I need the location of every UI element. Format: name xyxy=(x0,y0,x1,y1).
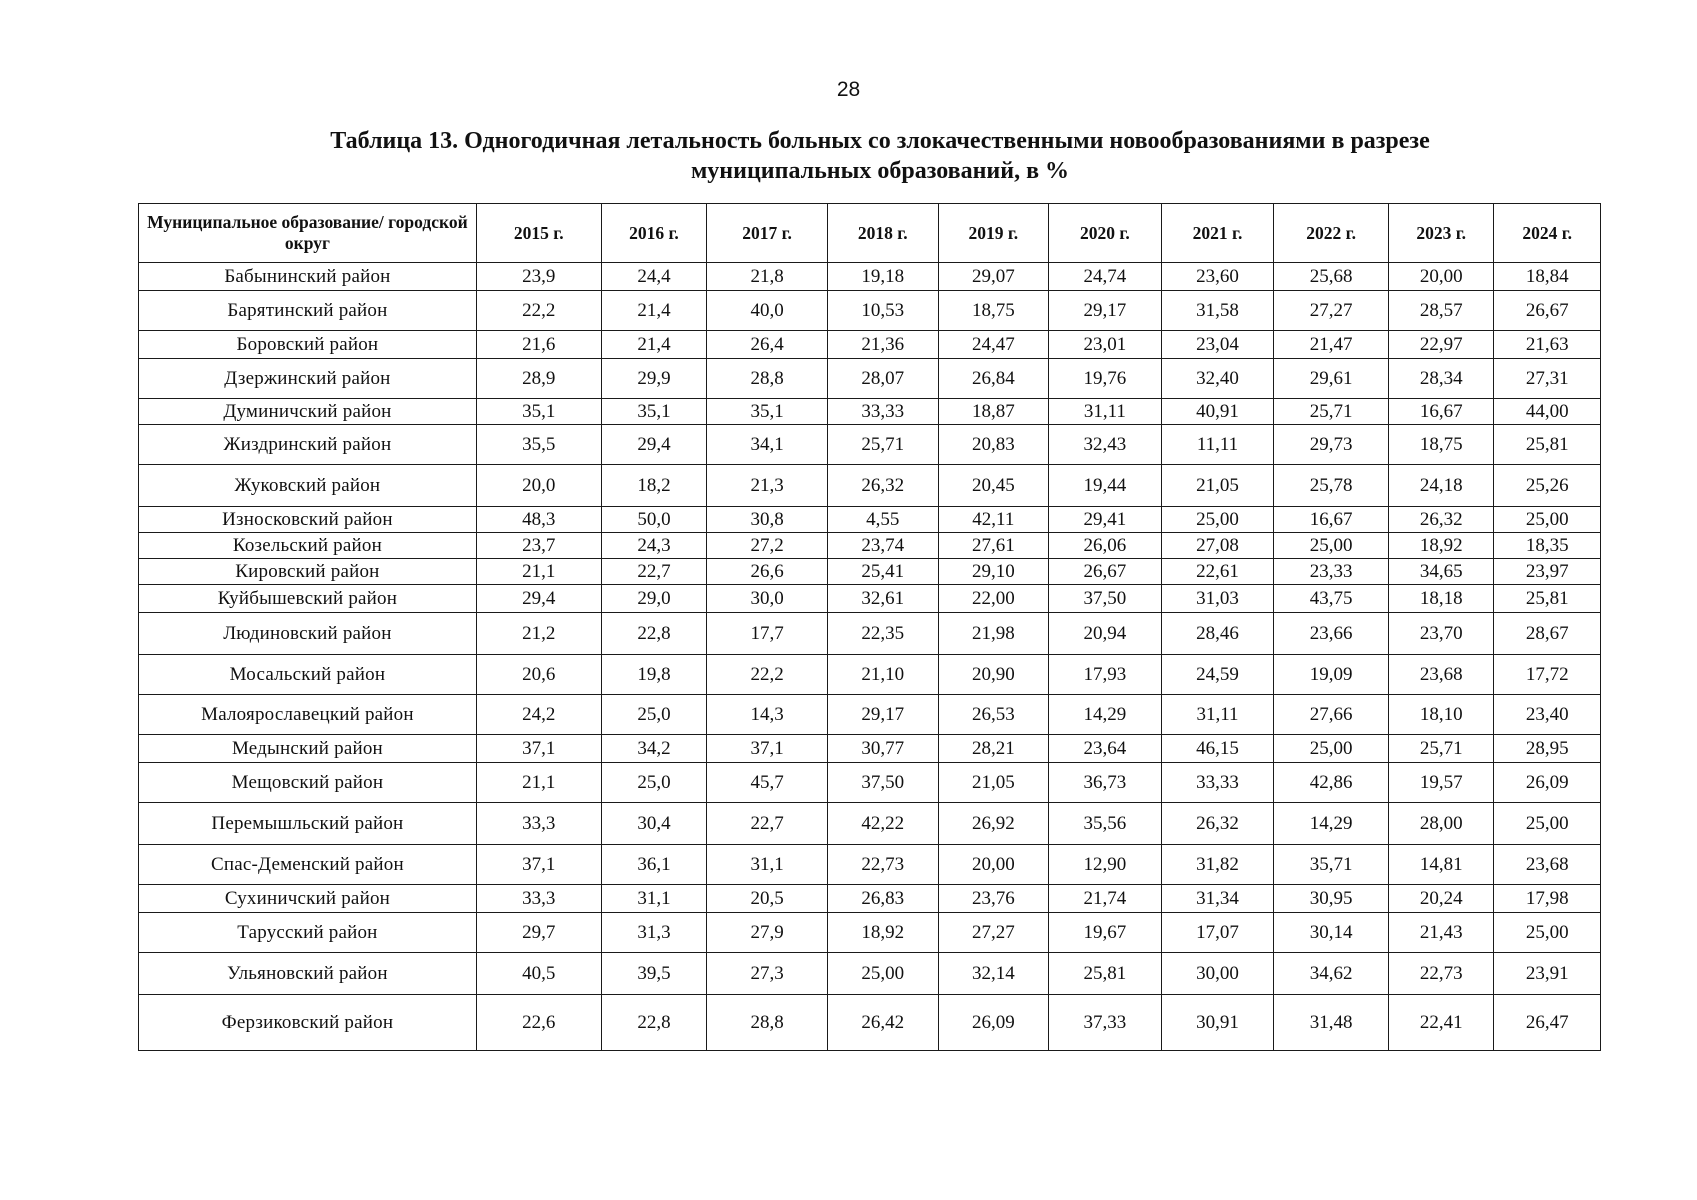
value-cell: 23,97 xyxy=(1494,559,1601,585)
value-cell: 20,00 xyxy=(1388,263,1493,291)
value-cell: 18,10 xyxy=(1388,695,1493,735)
municipality-name: Дзержинский район xyxy=(139,359,477,399)
table-header xyxy=(139,204,1601,263)
value-cell: 27,31 xyxy=(1494,359,1601,399)
value-cell: 29,17 xyxy=(1049,291,1162,331)
table-row xyxy=(139,507,1601,533)
value-cell: 32,14 xyxy=(938,953,1049,995)
value-cell: 33,3 xyxy=(476,885,601,913)
value-cell: 26,53 xyxy=(938,695,1049,735)
value-cell: 19,76 xyxy=(1049,359,1162,399)
value-cell: 20,94 xyxy=(1049,613,1162,655)
value-cell: 40,5 xyxy=(476,953,601,995)
value-cell: 21,74 xyxy=(1049,885,1162,913)
value-cell: 12,90 xyxy=(1049,845,1162,885)
value-cell: 29,73 xyxy=(1274,425,1389,465)
value-cell: 31,48 xyxy=(1274,995,1389,1051)
value-cell: 29,4 xyxy=(601,425,706,465)
value-cell: 31,58 xyxy=(1161,291,1274,331)
value-cell: 26,84 xyxy=(938,359,1049,399)
header-municipality: Муниципальное образование/ городской округ xyxy=(139,204,477,263)
value-cell: 24,3 xyxy=(601,533,706,559)
value-cell: 29,41 xyxy=(1049,507,1162,533)
municipality-name: Думиничский район xyxy=(139,399,477,425)
value-cell: 48,3 xyxy=(476,507,601,533)
municipality-name: Боровский район xyxy=(139,331,477,359)
value-cell: 30,8 xyxy=(707,507,828,533)
value-cell: 42,11 xyxy=(938,507,1049,533)
value-cell: 35,71 xyxy=(1274,845,1389,885)
value-cell: 26,09 xyxy=(938,995,1049,1051)
municipality-name: Куйбышевский район xyxy=(139,585,477,613)
table-body xyxy=(139,263,1601,1051)
value-cell: 24,59 xyxy=(1161,655,1274,695)
header-year: 2021 г. xyxy=(1161,204,1274,263)
value-cell: 25,81 xyxy=(1494,425,1601,465)
value-cell: 23,68 xyxy=(1388,655,1493,695)
value-cell: 29,07 xyxy=(938,263,1049,291)
value-cell: 29,10 xyxy=(938,559,1049,585)
value-cell: 22,97 xyxy=(1388,331,1493,359)
table-row xyxy=(139,845,1601,885)
value-cell: 25,68 xyxy=(1274,263,1389,291)
value-cell: 29,17 xyxy=(827,695,938,735)
municipality-name: Бабынинский район xyxy=(139,263,477,291)
value-cell: 34,65 xyxy=(1388,559,1493,585)
value-cell: 10,53 xyxy=(827,291,938,331)
value-cell: 16,67 xyxy=(1274,507,1389,533)
value-cell: 37,50 xyxy=(827,763,938,803)
value-cell: 27,27 xyxy=(938,913,1049,953)
table-title xyxy=(230,126,1530,186)
value-cell: 26,83 xyxy=(827,885,938,913)
value-cell: 31,3 xyxy=(601,913,706,953)
value-cell: 28,95 xyxy=(1494,735,1601,763)
value-cell: 32,61 xyxy=(827,585,938,613)
table-row xyxy=(139,613,1601,655)
value-cell: 25,78 xyxy=(1274,465,1389,507)
value-cell: 23,9 xyxy=(476,263,601,291)
value-cell: 42,22 xyxy=(827,803,938,845)
value-cell: 21,4 xyxy=(601,331,706,359)
value-cell: 18,35 xyxy=(1494,533,1601,559)
value-cell: 45,7 xyxy=(707,763,828,803)
value-cell: 22,7 xyxy=(601,559,706,585)
value-cell: 34,2 xyxy=(601,735,706,763)
municipality-name: Медынский район xyxy=(139,735,477,763)
value-cell: 20,24 xyxy=(1388,885,1493,913)
table-title-line-1: Таблица 13. Одногодичная летальность больных со злокачественными новообразованиями в разрезе xyxy=(330,128,1430,154)
value-cell: 20,5 xyxy=(707,885,828,913)
value-cell: 20,0 xyxy=(476,465,601,507)
value-cell: 21,6 xyxy=(476,331,601,359)
value-cell: 30,95 xyxy=(1274,885,1389,913)
header-year: 2016 г. xyxy=(601,204,706,263)
header-row xyxy=(139,204,1601,263)
municipality-name: Барятинский район xyxy=(139,291,477,331)
value-cell: 35,1 xyxy=(707,399,828,425)
value-cell: 22,00 xyxy=(938,585,1049,613)
value-cell: 21,98 xyxy=(938,613,1049,655)
value-cell: 26,67 xyxy=(1494,291,1601,331)
value-cell: 44,00 xyxy=(1494,399,1601,425)
value-cell: 25,41 xyxy=(827,559,938,585)
value-cell: 29,9 xyxy=(601,359,706,399)
value-cell: 33,33 xyxy=(1161,763,1274,803)
value-cell: 25,00 xyxy=(1161,507,1274,533)
value-cell: 34,1 xyxy=(707,425,828,465)
value-cell: 32,43 xyxy=(1049,425,1162,465)
value-cell: 23,33 xyxy=(1274,559,1389,585)
value-cell: 22,2 xyxy=(476,291,601,331)
value-cell: 22,8 xyxy=(601,995,706,1051)
value-cell: 39,5 xyxy=(601,953,706,995)
value-cell: 25,00 xyxy=(1274,533,1389,559)
value-cell: 21,3 xyxy=(707,465,828,507)
header-year: 2018 г. xyxy=(827,204,938,263)
lethality-table xyxy=(138,203,1601,1051)
value-cell: 28,9 xyxy=(476,359,601,399)
table-row xyxy=(139,263,1601,291)
value-cell: 24,47 xyxy=(938,331,1049,359)
value-cell: 20,45 xyxy=(938,465,1049,507)
header-year: 2017 г. xyxy=(707,204,828,263)
value-cell: 26,47 xyxy=(1494,995,1601,1051)
value-cell: 25,0 xyxy=(601,695,706,735)
value-cell: 21,63 xyxy=(1494,331,1601,359)
value-cell: 18,75 xyxy=(1388,425,1493,465)
value-cell: 20,00 xyxy=(938,845,1049,885)
value-cell: 27,3 xyxy=(707,953,828,995)
municipality-name: Малоярославецкий район xyxy=(139,695,477,735)
value-cell: 22,73 xyxy=(827,845,938,885)
value-cell: 25,00 xyxy=(1494,803,1601,845)
value-cell: 28,57 xyxy=(1388,291,1493,331)
value-cell: 37,33 xyxy=(1049,995,1162,1051)
municipality-name: Сухиничский район xyxy=(139,885,477,913)
value-cell: 19,18 xyxy=(827,263,938,291)
value-cell: 26,4 xyxy=(707,331,828,359)
value-cell: 11,11 xyxy=(1161,425,1274,465)
value-cell: 37,1 xyxy=(476,845,601,885)
municipality-name: Ульяновский район xyxy=(139,953,477,995)
table-row xyxy=(139,291,1601,331)
value-cell: 17,7 xyxy=(707,613,828,655)
value-cell: 14,3 xyxy=(707,695,828,735)
value-cell: 18,92 xyxy=(827,913,938,953)
table-row xyxy=(139,359,1601,399)
value-cell: 30,77 xyxy=(827,735,938,763)
value-cell: 31,1 xyxy=(601,885,706,913)
header-year: 2019 г. xyxy=(938,204,1049,263)
value-cell: 14,29 xyxy=(1049,695,1162,735)
value-cell: 28,07 xyxy=(827,359,938,399)
value-cell: 21,1 xyxy=(476,763,601,803)
header-year: 2024 г. xyxy=(1494,204,1601,263)
value-cell: 29,0 xyxy=(601,585,706,613)
value-cell: 26,06 xyxy=(1049,533,1162,559)
value-cell: 26,42 xyxy=(827,995,938,1051)
value-cell: 29,4 xyxy=(476,585,601,613)
value-cell: 25,81 xyxy=(1049,953,1162,995)
value-cell: 25,0 xyxy=(601,763,706,803)
value-cell: 34,62 xyxy=(1274,953,1389,995)
value-cell: 23,70 xyxy=(1388,613,1493,655)
value-cell: 22,35 xyxy=(827,613,938,655)
value-cell: 30,14 xyxy=(1274,913,1389,953)
value-cell: 25,00 xyxy=(827,953,938,995)
table-row xyxy=(139,331,1601,359)
value-cell: 35,56 xyxy=(1049,803,1162,845)
value-cell: 26,32 xyxy=(1388,507,1493,533)
table-row xyxy=(139,465,1601,507)
value-cell: 18,84 xyxy=(1494,263,1601,291)
value-cell: 33,33 xyxy=(827,399,938,425)
value-cell: 19,8 xyxy=(601,655,706,695)
value-cell: 22,8 xyxy=(601,613,706,655)
table-row xyxy=(139,885,1601,913)
table-row xyxy=(139,399,1601,425)
value-cell: 21,2 xyxy=(476,613,601,655)
value-cell: 27,66 xyxy=(1274,695,1389,735)
value-cell: 23,7 xyxy=(476,533,601,559)
value-cell: 22,6 xyxy=(476,995,601,1051)
value-cell: 18,18 xyxy=(1388,585,1493,613)
value-cell: 23,91 xyxy=(1494,953,1601,995)
value-cell: 35,5 xyxy=(476,425,601,465)
value-cell: 20,83 xyxy=(938,425,1049,465)
municipality-name: Козельский район xyxy=(139,533,477,559)
value-cell: 20,90 xyxy=(938,655,1049,695)
value-cell: 22,2 xyxy=(707,655,828,695)
value-cell: 24,74 xyxy=(1049,263,1162,291)
header-year: 2015 г. xyxy=(476,204,601,263)
table-row xyxy=(139,995,1601,1051)
value-cell: 31,03 xyxy=(1161,585,1274,613)
municipality-name: Перемышльский район xyxy=(139,803,477,845)
value-cell: 16,67 xyxy=(1388,399,1493,425)
value-cell: 25,00 xyxy=(1274,735,1389,763)
value-cell: 28,46 xyxy=(1161,613,1274,655)
value-cell: 30,4 xyxy=(601,803,706,845)
value-cell: 18,2 xyxy=(601,465,706,507)
table-row xyxy=(139,559,1601,585)
value-cell: 21,10 xyxy=(827,655,938,695)
municipality-name: Мосальский район xyxy=(139,655,477,695)
table-row xyxy=(139,953,1601,995)
value-cell: 22,61 xyxy=(1161,559,1274,585)
value-cell: 22,7 xyxy=(707,803,828,845)
value-cell: 32,40 xyxy=(1161,359,1274,399)
value-cell: 23,64 xyxy=(1049,735,1162,763)
municipality-name: Ферзиковский район xyxy=(139,995,477,1051)
value-cell: 21,05 xyxy=(1161,465,1274,507)
header-year: 2023 г. xyxy=(1388,204,1493,263)
value-cell: 43,75 xyxy=(1274,585,1389,613)
value-cell: 21,47 xyxy=(1274,331,1389,359)
value-cell: 36,1 xyxy=(601,845,706,885)
value-cell: 33,3 xyxy=(476,803,601,845)
value-cell: 14,81 xyxy=(1388,845,1493,885)
value-cell: 30,00 xyxy=(1161,953,1274,995)
table-row xyxy=(139,803,1601,845)
value-cell: 28,00 xyxy=(1388,803,1493,845)
value-cell: 23,01 xyxy=(1049,331,1162,359)
value-cell: 18,92 xyxy=(1388,533,1493,559)
value-cell: 21,43 xyxy=(1388,913,1493,953)
value-cell: 26,92 xyxy=(938,803,1049,845)
value-cell: 22,73 xyxy=(1388,953,1493,995)
value-cell: 35,1 xyxy=(476,399,601,425)
table-row xyxy=(139,913,1601,953)
value-cell: 23,66 xyxy=(1274,613,1389,655)
value-cell: 42,86 xyxy=(1274,763,1389,803)
value-cell: 17,72 xyxy=(1494,655,1601,695)
table-row xyxy=(139,695,1601,735)
table-row xyxy=(139,735,1601,763)
value-cell: 28,8 xyxy=(707,995,828,1051)
value-cell: 40,0 xyxy=(707,291,828,331)
value-cell: 26,09 xyxy=(1494,763,1601,803)
value-cell: 36,73 xyxy=(1049,763,1162,803)
table-row xyxy=(139,585,1601,613)
municipality-name: Жиздринский район xyxy=(139,425,477,465)
value-cell: 24,4 xyxy=(601,263,706,291)
municipality-name: Тарусский район xyxy=(139,913,477,953)
table-title-line-2: муниципальных образований, в % xyxy=(690,158,1070,184)
value-cell: 29,61 xyxy=(1274,359,1389,399)
value-cell: 28,8 xyxy=(707,359,828,399)
municipality-name: Мещовский район xyxy=(139,763,477,803)
value-cell: 25,26 xyxy=(1494,465,1601,507)
value-cell: 23,04 xyxy=(1161,331,1274,359)
value-cell: 22,41 xyxy=(1388,995,1493,1051)
municipality-name: Износковский район xyxy=(139,507,477,533)
value-cell: 26,32 xyxy=(1161,803,1274,845)
value-cell: 26,67 xyxy=(1049,559,1162,585)
value-cell: 50,0 xyxy=(601,507,706,533)
value-cell: 28,34 xyxy=(1388,359,1493,399)
value-cell: 27,9 xyxy=(707,913,828,953)
value-cell: 30,91 xyxy=(1161,995,1274,1051)
value-cell: 17,98 xyxy=(1494,885,1601,913)
value-cell: 30,0 xyxy=(707,585,828,613)
value-cell: 25,81 xyxy=(1494,585,1601,613)
header-year: 2022 г. xyxy=(1274,204,1389,263)
value-cell: 25,71 xyxy=(1388,735,1493,763)
value-cell: 37,1 xyxy=(707,735,828,763)
value-cell: 23,60 xyxy=(1161,263,1274,291)
value-cell: 21,05 xyxy=(938,763,1049,803)
value-cell: 31,1 xyxy=(707,845,828,885)
table-row xyxy=(139,425,1601,465)
table-row xyxy=(139,533,1601,559)
value-cell: 31,82 xyxy=(1161,845,1274,885)
value-cell: 27,61 xyxy=(938,533,1049,559)
value-cell: 37,1 xyxy=(476,735,601,763)
page-number: 28 xyxy=(836,78,861,101)
value-cell: 21,8 xyxy=(707,263,828,291)
value-cell: 27,27 xyxy=(1274,291,1389,331)
value-cell: 23,76 xyxy=(938,885,1049,913)
value-cell: 18,87 xyxy=(938,399,1049,425)
value-cell: 24,2 xyxy=(476,695,601,735)
value-cell: 25,71 xyxy=(1274,399,1389,425)
value-cell: 29,7 xyxy=(476,913,601,953)
value-cell: 37,50 xyxy=(1049,585,1162,613)
value-cell: 35,1 xyxy=(601,399,706,425)
value-cell: 31,11 xyxy=(1049,399,1162,425)
value-cell: 26,32 xyxy=(827,465,938,507)
value-cell: 23,74 xyxy=(827,533,938,559)
value-cell: 24,18 xyxy=(1388,465,1493,507)
value-cell: 40,91 xyxy=(1161,399,1274,425)
table-row xyxy=(139,763,1601,803)
value-cell: 19,67 xyxy=(1049,913,1162,953)
value-cell: 26,6 xyxy=(707,559,828,585)
value-cell: 21,4 xyxy=(601,291,706,331)
value-cell: 28,67 xyxy=(1494,613,1601,655)
value-cell: 23,40 xyxy=(1494,695,1601,735)
value-cell: 17,07 xyxy=(1161,913,1274,953)
value-cell: 27,08 xyxy=(1161,533,1274,559)
value-cell: 28,21 xyxy=(938,735,1049,763)
header-year: 2020 г. xyxy=(1049,204,1162,263)
value-cell: 21,1 xyxy=(476,559,601,585)
table-row xyxy=(139,655,1601,695)
value-cell: 25,00 xyxy=(1494,507,1601,533)
value-cell: 18,75 xyxy=(938,291,1049,331)
value-cell: 19,57 xyxy=(1388,763,1493,803)
value-cell: 21,36 xyxy=(827,331,938,359)
value-cell: 19,44 xyxy=(1049,465,1162,507)
municipality-name: Людиновский район xyxy=(139,613,477,655)
value-cell: 31,34 xyxy=(1161,885,1274,913)
value-cell: 20,6 xyxy=(476,655,601,695)
value-cell: 4,55 xyxy=(827,507,938,533)
value-cell: 25,71 xyxy=(827,425,938,465)
value-cell: 17,93 xyxy=(1049,655,1162,695)
value-cell: 27,2 xyxy=(707,533,828,559)
municipality-name: Кировский район xyxy=(139,559,477,585)
value-cell: 25,00 xyxy=(1494,913,1601,953)
value-cell: 31,11 xyxy=(1161,695,1274,735)
municipality-name: Спас-Деменский район xyxy=(139,845,477,885)
municipality-name: Жуковский район xyxy=(139,465,477,507)
value-cell: 46,15 xyxy=(1161,735,1274,763)
value-cell: 14,29 xyxy=(1274,803,1389,845)
value-cell: 19,09 xyxy=(1274,655,1389,695)
value-cell: 23,68 xyxy=(1494,845,1601,885)
